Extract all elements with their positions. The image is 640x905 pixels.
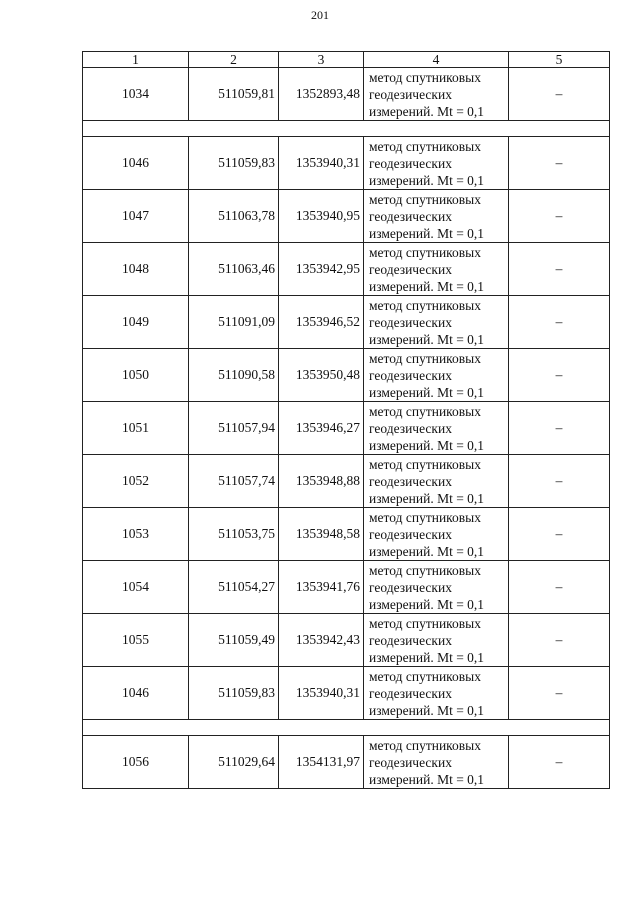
method-cell [364,296,509,349]
method-cell [364,614,509,667]
point-cell: 1052 [83,455,189,508]
y-coordinate-cell: 1353940,31 [279,137,364,190]
method-cell [364,667,509,720]
x-coordinate-cell: 511059,81 [189,68,279,121]
table-separator-row [83,121,610,137]
table-row [83,561,610,614]
point-cell: 1046 [83,667,189,720]
note-cell: – [509,296,610,349]
table-row [83,455,610,508]
separator-cell [83,720,610,736]
y-coordinate-cell: 1353946,52 [279,296,364,349]
coordinates-table-body [83,52,610,789]
y-coordinate-cell: 1353950,48 [279,349,364,402]
table-row [83,508,610,561]
method-text: метод спутниковых геодезических измерений. Mt = 0,1 [369,403,485,453]
method-cell [364,402,509,455]
point-cell: 1048 [83,243,189,296]
table-row [83,243,610,296]
y-coordinate-cell: 1354131,97 [279,736,364,789]
method-cell [364,349,509,402]
y-coordinate-cell: 1353942,43 [279,614,364,667]
note-cell: – [509,349,610,402]
coordinates-table [82,51,610,789]
method-text: метод спутниковых геодезических измерений. Mt = 0,1 [369,456,485,506]
y-coordinate-cell: 1353940,31 [279,667,364,720]
note-cell: – [509,614,610,667]
point-cell: 1049 [83,296,189,349]
note-cell: – [509,190,610,243]
method-cell [364,561,509,614]
header-cell-4: 4 [364,52,509,68]
table-header-row [83,52,610,68]
header-cell-2: 2 [189,52,279,68]
note-cell: – [509,508,610,561]
table-row [83,349,610,402]
x-coordinate-cell: 511059,49 [189,614,279,667]
table-row [83,68,610,121]
method-text: метод спутниковых геодезических измерений. Mt = 0,1 [369,69,485,119]
header-cell-1: 1 [83,52,189,68]
x-coordinate-cell: 511059,83 [189,137,279,190]
point-cell: 1034 [83,68,189,121]
x-coordinate-cell: 511057,94 [189,402,279,455]
page-number: 201 [311,8,329,22]
x-coordinate-cell: 511053,75 [189,508,279,561]
header-cell-5: 5 [509,52,610,68]
method-cell [364,455,509,508]
x-coordinate-cell: 511063,78 [189,190,279,243]
method-text: метод спутниковых геодезических измерений. Mt = 0,1 [369,668,485,718]
method-cell [364,243,509,296]
header-cell-3: 3 [279,52,364,68]
table-row [83,667,610,720]
point-cell: 1056 [83,736,189,789]
table-row [83,736,610,789]
method-text: метод спутниковых геодезических измерений. Mt = 0,1 [369,244,485,294]
table-row [83,614,610,667]
x-coordinate-cell: 511063,46 [189,243,279,296]
y-coordinate-cell: 1353942,95 [279,243,364,296]
method-cell [364,190,509,243]
y-coordinate-cell: 1353948,58 [279,508,364,561]
method-cell [364,68,509,121]
note-cell: – [509,736,610,789]
table-row [83,137,610,190]
x-coordinate-cell: 511029,64 [189,736,279,789]
point-cell: 1055 [83,614,189,667]
point-cell: 1053 [83,508,189,561]
method-cell [364,508,509,561]
x-coordinate-cell: 511059,83 [189,667,279,720]
point-cell: 1051 [83,402,189,455]
note-cell: – [509,137,610,190]
y-coordinate-cell: 1353941,76 [279,561,364,614]
x-coordinate-cell: 511091,09 [189,296,279,349]
point-cell: 1054 [83,561,189,614]
x-coordinate-cell: 511057,74 [189,455,279,508]
method-cell [364,137,509,190]
method-text: метод спутниковых геодезических измерений. Mt = 0,1 [369,138,485,188]
point-cell: 1047 [83,190,189,243]
note-cell: – [509,455,610,508]
note-cell: – [509,402,610,455]
table-row [83,402,610,455]
method-text: метод спутниковых геодезических измерений. Mt = 0,1 [369,615,485,665]
method-text: метод спутниковых геодезических измерений. Mt = 0,1 [369,297,485,347]
method-text: метод спутниковых геодезических измерений. Mt = 0,1 [369,350,485,400]
y-coordinate-cell: 1353948,88 [279,455,364,508]
method-text: метод спутниковых геодезических измерений. Mt = 0,1 [369,562,485,612]
note-cell: – [509,68,610,121]
x-coordinate-cell: 511054,27 [189,561,279,614]
x-coordinate-cell: 511090,58 [189,349,279,402]
y-coordinate-cell: 1353940,95 [279,190,364,243]
note-cell: – [509,243,610,296]
y-coordinate-cell: 1353946,27 [279,402,364,455]
method-text: метод спутниковых геодезических измерений. Mt = 0,1 [369,509,485,559]
y-coordinate-cell: 1352893,48 [279,68,364,121]
method-text: метод спутниковых геодезических измерений. Mt = 0,1 [369,191,485,241]
table-row [83,190,610,243]
point-cell: 1050 [83,349,189,402]
separator-cell [83,121,610,137]
method-cell [364,736,509,789]
table-row [83,296,610,349]
method-text: метод спутниковых геодезических измерений. Mt = 0,1 [369,737,485,787]
point-cell: 1046 [83,137,189,190]
table-separator-row [83,720,610,736]
note-cell: – [509,667,610,720]
note-cell: – [509,561,610,614]
